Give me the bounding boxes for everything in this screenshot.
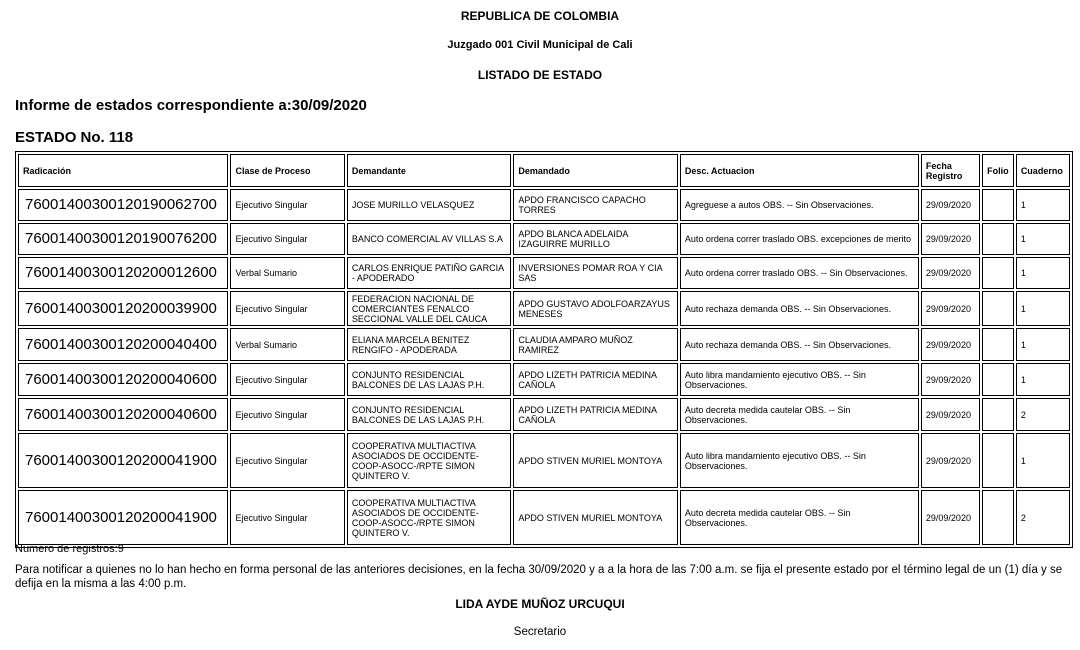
cell-folio: [982, 433, 1014, 488]
col-header-cuaderno: Cuaderno: [1016, 154, 1070, 187]
cell-cuaderno: 1: [1016, 189, 1070, 221]
cell-folio: [982, 363, 1014, 396]
table-row: [18, 398, 1070, 431]
col-header-fecha: Fecha Registro: [921, 154, 980, 187]
table-header-row: [18, 154, 1070, 187]
cell-demandante: ELIANA MARCELA BENITEZ RENGIFO - APODERADA: [347, 328, 511, 361]
cell-actuacion: Auto decreta medida cautelar OBS. -- Sin Observaciones.: [680, 490, 919, 545]
cell-cuaderno: 1: [1016, 223, 1070, 255]
cell-fecha: 29/09/2020: [921, 189, 980, 221]
cell-radicacion: 76001400300120200041900: [18, 433, 228, 488]
estados-table: [15, 151, 1073, 548]
cell-clase: Verbal Sumario: [230, 328, 344, 361]
cell-demandante: CONJUNTO RESIDENCIAL BALCONES DE LAS LAJAS P.H.: [347, 398, 511, 431]
cell-demandado: APDO STIVEN MURIEL MONTOYA: [513, 490, 677, 545]
cell-demandado: CLAUDIA AMPARO MUÑOZ RAMIREZ: [513, 328, 677, 361]
cell-radicacion: 76001400300120190076200: [18, 223, 228, 255]
table-row: [18, 257, 1070, 289]
cell-demandado: APDO BLANCA ADELAIDA IZAGUIRRE MURILLO: [513, 223, 677, 255]
table-row: [18, 363, 1070, 396]
col-header-folio: Folio: [982, 154, 1014, 187]
notificar-text: Para notificar a quienes no lo han hecho en forma personal de las anteriores decisiones, en la fecha 30/09/2020 y a a la hora de las 7:00 a.m. se fija el presente estado por el término legal de un (1) día y se defija en la misma a las 4:00 p.m.: [15, 564, 1063, 590]
cell-radicacion: 76001400300120200040400: [18, 328, 228, 361]
cell-actuacion: Auto ordena correr traslado OBS. -- Sin Observaciones.: [680, 257, 919, 289]
cell-actuacion: Auto decreta medida cautelar OBS. -- Sin Observaciones.: [680, 398, 919, 431]
cell-demandado: APDO LIZETH PATRICIA MEDINA CAÑOLA: [513, 363, 677, 396]
cell-fecha: 29/09/2020: [921, 223, 980, 255]
col-header-clase: Clase de Proceso: [230, 154, 344, 187]
cell-actuacion: Auto ordena correr traslado OBS. excepciones de merito: [680, 223, 919, 255]
cell-demandante: COOPERATIVA MULTIACTIVA ASOCIADOS DE OCCIDENTE-COOP-ASOCC-/RPTE SIMON QUINTERO V.: [347, 433, 511, 488]
cell-fecha: 29/09/2020: [921, 398, 980, 431]
cell-demandante: FEDERACION NACIONAL DE COMERCIANTES FENALCO SECCIONAL VALLE DEL CAUCA: [347, 291, 511, 326]
table-row: [18, 328, 1070, 361]
cell-folio: [982, 223, 1014, 255]
cell-folio: [982, 328, 1014, 361]
cell-folio: [982, 490, 1014, 545]
cell-radicacion: 76001400300120200039900: [18, 291, 228, 326]
numero-registros: Numero de registros:9: [15, 543, 124, 555]
cell-demandante: CARLOS ENRIQUE PATIÑO GARCIA - APODERADO: [347, 257, 511, 289]
cell-folio: [982, 257, 1014, 289]
cell-cuaderno: 2: [1016, 398, 1070, 431]
table-row: [18, 223, 1070, 255]
col-header-actuacion: Desc. Actuacion: [680, 154, 919, 187]
cell-cuaderno: 1: [1016, 328, 1070, 361]
cell-fecha: 29/09/2020: [921, 328, 980, 361]
col-header-demandante: Demandante: [347, 154, 511, 187]
cell-fecha: 29/09/2020: [921, 490, 980, 545]
cell-demandado: INVERSIONES POMAR ROA Y CIA SAS: [513, 257, 677, 289]
cell-folio: [982, 189, 1014, 221]
cell-demandado: APDO LIZETH PATRICIA MEDINA CAÑOLA: [513, 398, 677, 431]
table-row: [18, 291, 1070, 326]
cell-cuaderno: 1: [1016, 257, 1070, 289]
cell-demandante: CONJUNTO RESIDENCIAL BALCONES DE LAS LAJAS P.H.: [347, 363, 511, 396]
informe-title: Informe de estados correspondiente a:30/09/2020: [15, 97, 367, 114]
cell-demandado: APDO GUSTAVO ADOLFOARZAYUS MENESES: [513, 291, 677, 326]
cell-actuacion: Auto rechaza demanda OBS. -- Sin Observaciones.: [680, 291, 919, 326]
cell-radicacion: 76001400300120200040600: [18, 363, 228, 396]
cell-cuaderno: 1: [1016, 433, 1070, 488]
cell-clase: Ejecutivo Singular: [230, 490, 344, 545]
cell-clase: Ejecutivo Singular: [230, 291, 344, 326]
cell-radicacion: 76001400300120200040600: [18, 398, 228, 431]
cell-clase: Ejecutivo Singular: [230, 223, 344, 255]
cell-folio: [982, 291, 1014, 326]
header-juzgado: Juzgado 001 Civil Municipal de Cali: [447, 39, 633, 51]
cell-actuacion: Agreguese a autos OBS. -- Sin Observaciones.: [680, 189, 919, 221]
cell-cuaderno: 1: [1016, 363, 1070, 396]
cell-clase: Ejecutivo Singular: [230, 398, 344, 431]
firma-nombre: LIDA AYDE MUÑOZ URCUQUI: [455, 597, 625, 611]
cell-cuaderno: 1: [1016, 291, 1070, 326]
header-republica: REPUBLICA DE COLOMBIA: [460, 9, 620, 23]
cell-radicacion: 76001400300120200041900: [18, 490, 228, 545]
cell-demandado: APDO FRANCISCO CAPACHO TORRES: [513, 189, 677, 221]
cell-demandante: COOPERATIVA MULTIACTIVA ASOCIADOS DE OCCIDENTE-COOP-ASOCC-/RPTE SIMON QUINTERO V.: [347, 490, 511, 545]
cell-actuacion: Auto libra mandamiento ejecutivo OBS. -- Sin Observaciones.: [680, 433, 919, 488]
header-listado: LISTADO DE ESTADO: [477, 68, 603, 82]
cell-cuaderno: 2: [1016, 490, 1070, 545]
cell-folio: [982, 398, 1014, 431]
firma-cargo: Secretario: [513, 626, 567, 638]
col-header-demandado: Demandado: [513, 154, 677, 187]
cell-actuacion: Auto libra mandamiento ejecutivo OBS. -- Sin Observaciones.: [680, 363, 919, 396]
cell-fecha: 29/09/2020: [921, 433, 980, 488]
col-header-radicacion: Radicación: [18, 154, 228, 187]
cell-fecha: 29/09/2020: [921, 257, 980, 289]
cell-clase: Verbal Sumario: [230, 257, 344, 289]
table-row: [18, 490, 1070, 545]
table-row: [18, 189, 1070, 221]
cell-radicacion: 76001400300120200012600: [18, 257, 228, 289]
cell-clase: Ejecutivo Singular: [230, 433, 344, 488]
table-row: [18, 433, 1070, 488]
cell-radicacion: 76001400300120190062700: [18, 189, 228, 221]
cell-demandado: APDO STIVEN MURIEL MONTOYA: [513, 433, 677, 488]
cell-demandante: BANCO COMERCIAL AV VILLAS S.A: [347, 223, 511, 255]
cell-fecha: 29/09/2020: [921, 363, 980, 396]
cell-clase: Ejecutivo Singular: [230, 363, 344, 396]
cell-clase: Ejecutivo Singular: [230, 189, 344, 221]
cell-actuacion: Auto rechaza demanda OBS. -- Sin Observaciones.: [680, 328, 919, 361]
cell-demandante: JOSE MURILLO VELASQUEZ: [347, 189, 511, 221]
estado-number: ESTADO No. 118: [15, 129, 134, 146]
cell-fecha: 29/09/2020: [921, 291, 980, 326]
